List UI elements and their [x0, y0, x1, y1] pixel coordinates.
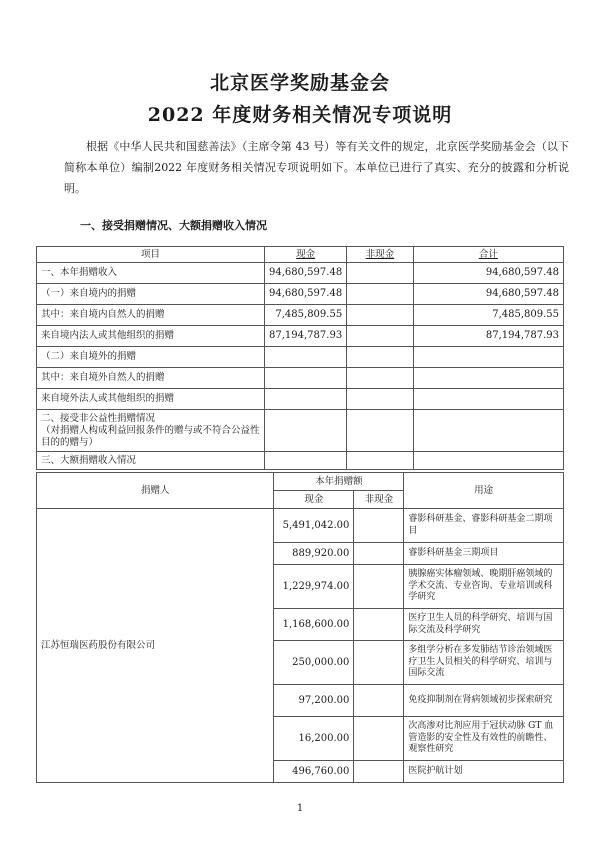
header-noncash: 非现金 [354, 491, 404, 509]
row-noncash [354, 641, 404, 685]
table-row [37, 509, 564, 543]
row-total [413, 452, 563, 470]
row-purpose: 免疫抑制剂在肾病领域初步探索研究 [404, 685, 564, 717]
row-cash: 16,200.00 [274, 717, 354, 761]
row-cash: 1,168,600.00 [274, 609, 354, 641]
table-row [37, 347, 564, 368]
table-row [37, 263, 564, 284]
table-row [37, 305, 564, 326]
row-noncash [347, 410, 414, 452]
row-noncash [347, 305, 414, 326]
table-header-row [37, 247, 564, 263]
header-purpose: 用途 [404, 473, 564, 509]
row-label: 三、大额捐赠收入情况 [37, 452, 265, 470]
row-purpose: 医疗卫生人员的科学研究、培训与国际交流及科学研究 [404, 609, 564, 641]
row-noncash [347, 263, 414, 284]
row-label: （二）来自境外的捐赠 [37, 347, 265, 368]
row-noncash [354, 609, 404, 641]
header-total: 合计 [413, 247, 563, 263]
header-donor: 捐赠人 [37, 473, 274, 509]
row-noncash [347, 368, 414, 389]
row-total [413, 410, 563, 452]
row-label: 来自境外法人或其他组织的捐赠 [37, 389, 265, 410]
row-cash: 87,194,787.93 [265, 326, 347, 347]
row-purpose: 多组学分析在多发肺结节诊治领域医疗卫生人员相关的科学研究、培训与国际交流 [404, 641, 564, 685]
row-noncash [354, 509, 404, 543]
row-noncash [354, 565, 404, 609]
table-row [37, 368, 564, 389]
row-total [413, 389, 563, 410]
row-cash: 1,229,974.00 [274, 565, 354, 609]
row-cash: 97,200.00 [274, 685, 354, 717]
title-line-2: 2022 年度财务相关情况专项说明 [147, 104, 453, 126]
row-noncash [354, 717, 404, 761]
row-cash [265, 347, 347, 368]
row-cash: 7,485,809.55 [265, 305, 347, 326]
table-header-row [37, 473, 564, 491]
row-cash: 889,920.00 [274, 543, 354, 565]
table-row [37, 389, 564, 410]
major-donation-table [36, 472, 564, 783]
row-cash [265, 410, 347, 452]
row-label: 二、接受非公益性捐赠情况 （对捐赠人构成利益回报条件的赠与或不符合公益性目的的赠与） [37, 410, 265, 452]
header-cash: 现金 [265, 247, 347, 263]
row-total: 94,680,597.48 [413, 263, 563, 284]
header-cash: 现金 [274, 491, 354, 509]
row-cash [265, 389, 347, 410]
row-noncash [347, 452, 414, 470]
row-label: 其中：来自境内自然人的捐赠 [37, 305, 265, 326]
header-amount: 本年捐赠额 [274, 473, 404, 491]
row-label: （一）来自境内的捐赠 [37, 284, 265, 305]
donor-name: 江苏恒瑞医药股份有限公司 [37, 509, 274, 783]
row-cash: 5,491,042.00 [274, 509, 354, 543]
row-cash: 496,760.00 [274, 761, 354, 783]
row-total: 7,485,809.55 [413, 305, 563, 326]
row-noncash [347, 389, 414, 410]
row-total [413, 347, 563, 368]
row-total [413, 368, 563, 389]
header-noncash: 非现金 [347, 247, 414, 263]
title-line-1: 北京医学奖励基金会 [209, 72, 390, 94]
row-cash [265, 368, 347, 389]
row-noncash [347, 326, 414, 347]
row-purpose: 睿影科研基金三期项目 [404, 543, 564, 565]
row-noncash [354, 543, 404, 565]
row-purpose: 睿影科研基金、睿影科研基金二期项目 [404, 509, 564, 543]
row-total: 87,194,787.93 [413, 326, 563, 347]
table-row [37, 326, 564, 347]
intro-paragraph: 根据《中华人民共和国慈善法》（主席令第 43 号）等有关文件的规定，北京医学奖励基金会（以下简称本单位）编制2022 年度财务相关情况专项说明如下。本单位已进行了真实、充分的披露和分析说明。 [64, 140, 569, 195]
row-purpose: 胰腺癌实体瘤领域、晚期肝癌领域的学术交流、专业咨询、专业培训或科学研究 [404, 565, 564, 609]
row-cash: 94,680,597.48 [265, 263, 347, 284]
header-item: 项目 [37, 247, 265, 263]
table-row [37, 410, 564, 452]
row-total: 94,680,597.48 [413, 284, 563, 305]
row-noncash [347, 347, 414, 368]
row-purpose: 医院护航计划 [404, 761, 564, 783]
donation-summary-table [36, 246, 564, 470]
table-row [37, 284, 564, 305]
row-cash: 94,680,597.48 [265, 284, 347, 305]
row-cash [265, 452, 347, 470]
row-cash: 250,000.00 [274, 641, 354, 685]
section-heading: 一、接受捐赠情况、大额捐赠收入情况 [80, 219, 267, 232]
row-noncash [354, 685, 404, 717]
row-label: 其中：来自境外自然人的捐赠 [37, 368, 265, 389]
row-noncash [347, 284, 414, 305]
row-noncash [354, 761, 404, 783]
page-number: 1 [296, 803, 304, 814]
row-label: 来自境内法人或其他组织的捐赠 [37, 326, 265, 347]
row-label: 一、本年捐赠收入 [37, 263, 265, 284]
row-purpose: 次高渗对比剂应用于冠状动脉 GT 血管造影的安全性及有效性的前瞻性、观察性研究 [404, 717, 564, 761]
table-row [37, 452, 564, 470]
